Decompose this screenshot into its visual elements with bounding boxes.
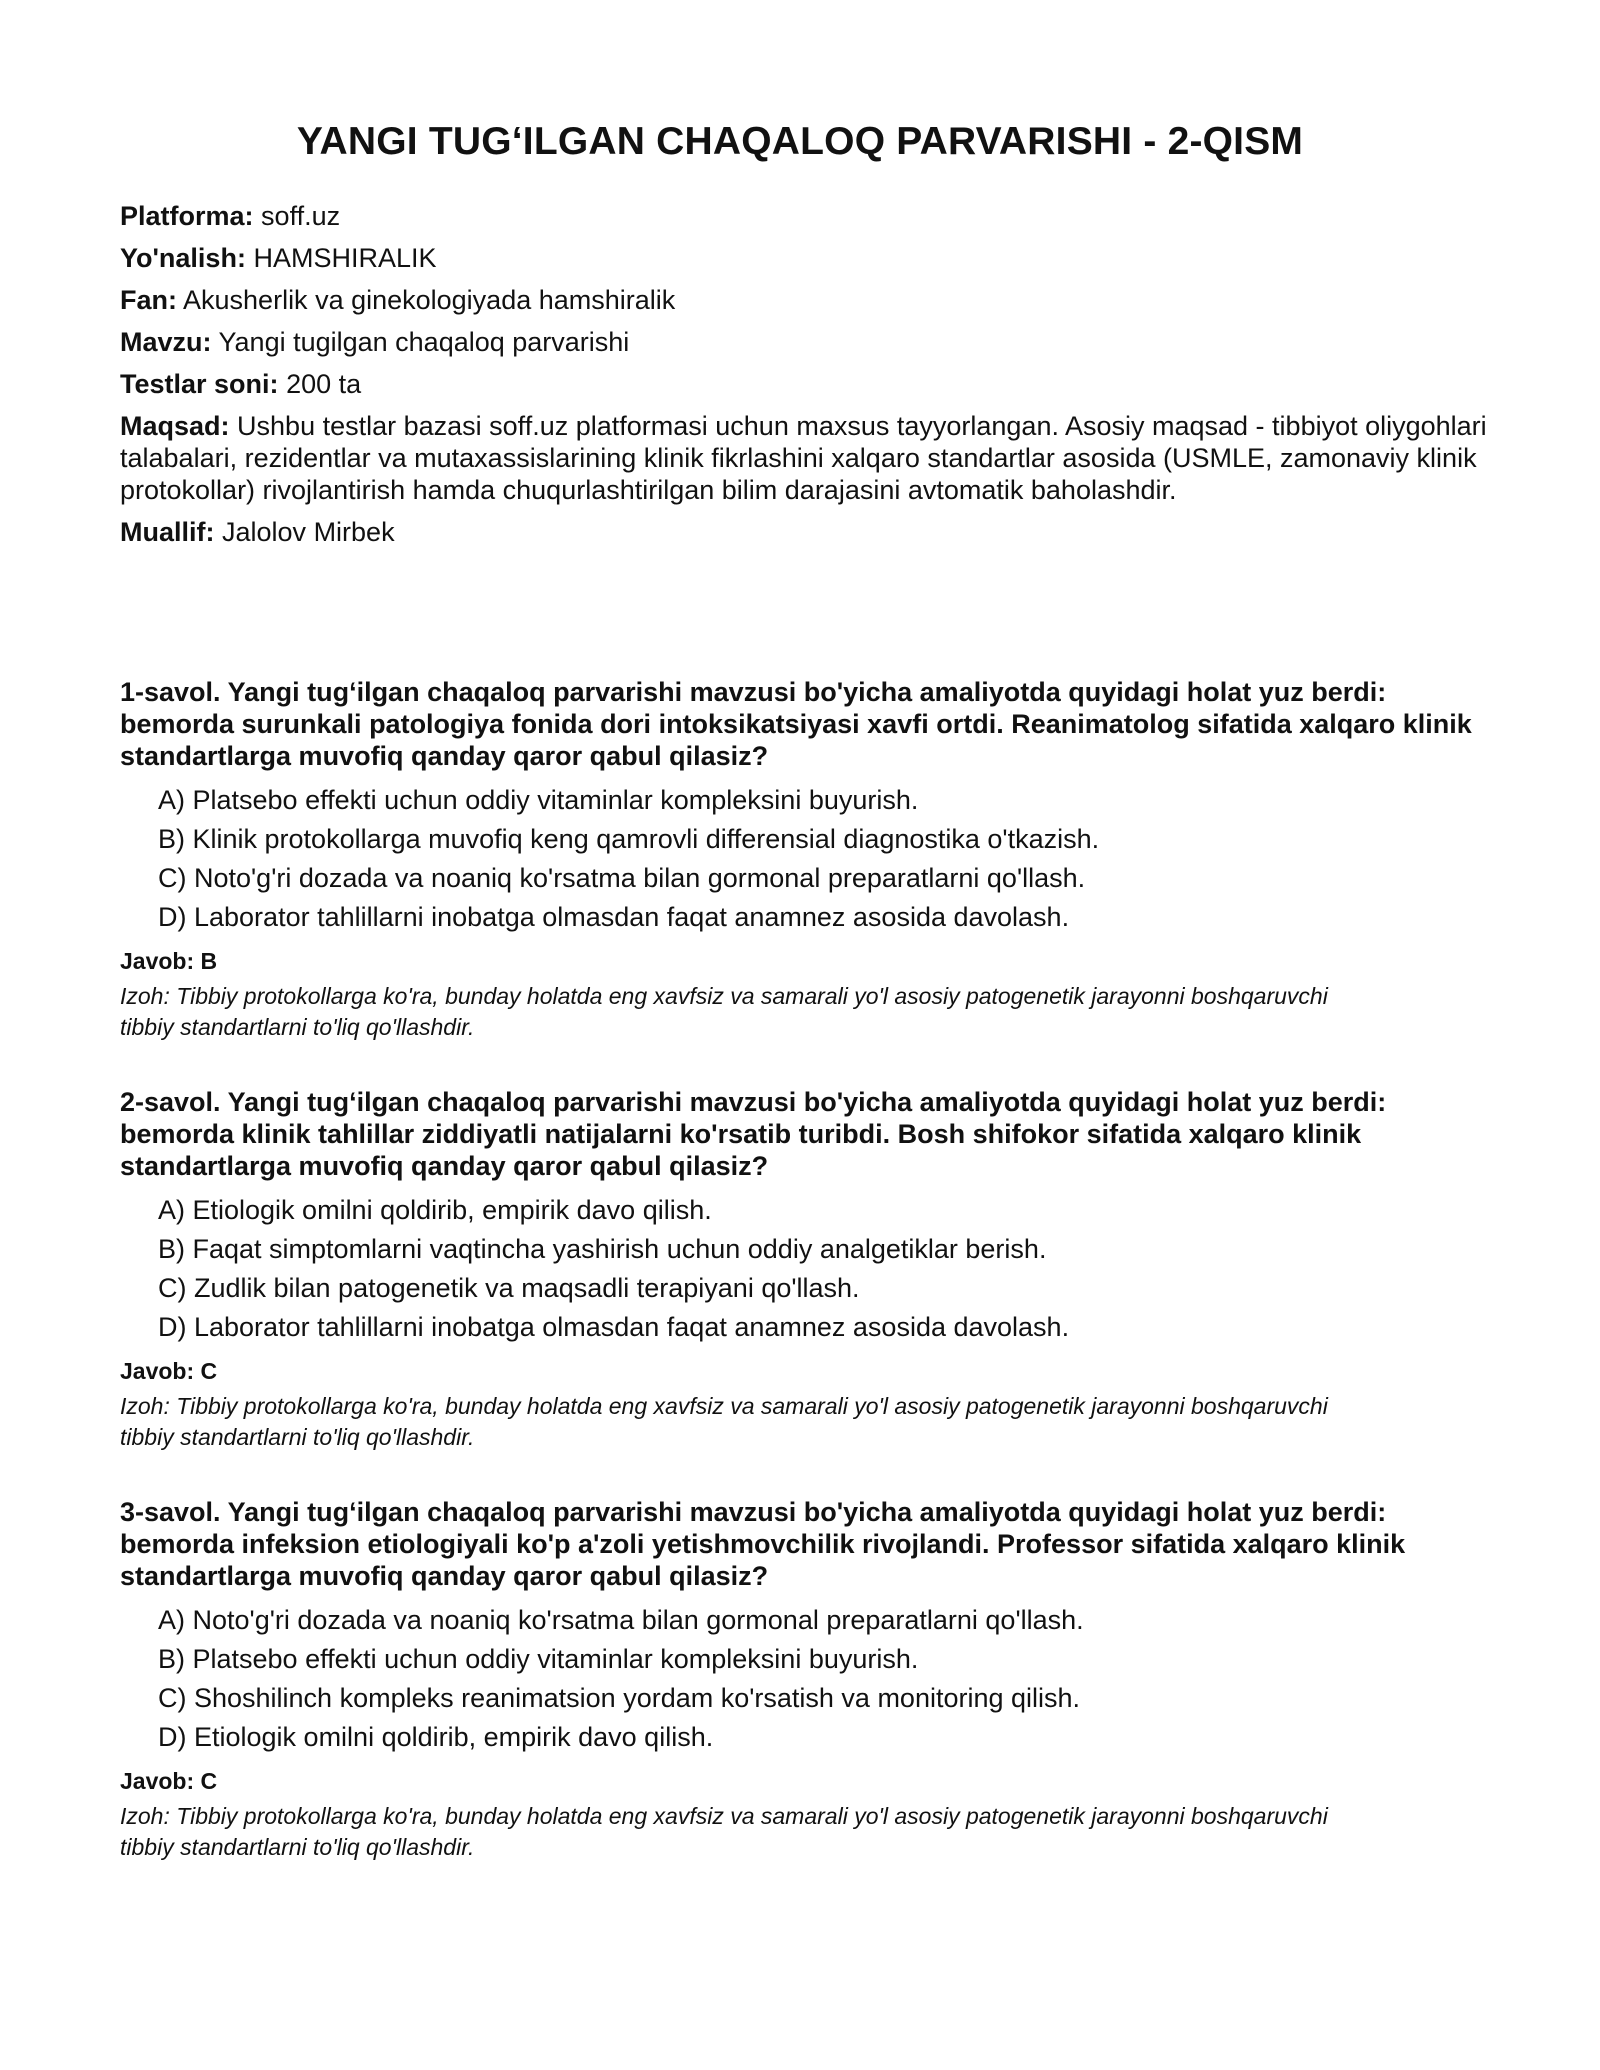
answer-option: B) Platsebo effekti uchun oddiy vitaminlar kompleksini buyurish. xyxy=(158,1644,919,1674)
meta-value: HAMSHIRALIK xyxy=(253,243,437,273)
answer-option: B) Faqat simptomlarni vaqtincha yashirish uchun oddiy analgetiklar berish. xyxy=(158,1234,1047,1264)
explanation-note: Izoh: Tibbiy protokollarga ko'ra, bunday holatda eng xavfsiz va samarali yo'l asosiy patogenetik jarayonni boshqaruvchi tibbiy standartlarni to'liq qo'llashdir. xyxy=(120,983,1328,1040)
document-title: YANGI TUG‘ILGAN CHAQALOQ PARVARISHI - 2-QISM xyxy=(296,120,1304,163)
meta-yonalish xyxy=(120,242,1490,274)
answer-option: A) Platsebo effekti uchun oddiy vitaminlar kompleksini buyurish. xyxy=(158,785,919,815)
explanation-note: Izoh: Tibbiy protokollarga ko'ra, bunday holatda eng xavfsiz va samarali yo'l asosiy patogenetik jarayonni boshqaruvchi tibbiy standartlarni to'liq qo'llashdir. xyxy=(120,1803,1328,1860)
correct-answer: Javob: B xyxy=(120,948,218,974)
meta-label: Yo'nalish: xyxy=(120,243,246,273)
answer-option: A) Etiologik omilni qoldirib, empirik davo qilish. xyxy=(158,1195,712,1225)
meta-muallif xyxy=(120,516,1490,548)
question-1 xyxy=(120,676,1490,1043)
metadata-block xyxy=(120,200,1490,558)
question-text: 2-savol. Yangi tug‘ilgan chaqaloq parvarishi mavzusi bo'yicha amaliyotda quyidagi holat yuz berdi: bemorda klinik tahlillar ziddiyatli natijalarni ko'rsatib turibdi. Bosh shifokor sifatida xalqaro klinik standartlarga muvofiq qanday qaror qabul qilasiz? xyxy=(120,1087,1387,1181)
answer-option: D) Laborator tahlillarni inobatga olmasdan faqat anamnez asosida davolash. xyxy=(158,1312,1070,1342)
meta-maqsad xyxy=(120,410,1490,506)
correct-answer: Javob: C xyxy=(120,1358,218,1384)
answer-option: C) Zudlik bilan patogenetik va maqsadli terapiyani qo'llash. xyxy=(158,1273,860,1303)
answer-option: C) Shoshilinch kompleks reanimatsion yordam ko'rsatish va monitoring qilish. xyxy=(158,1683,1081,1713)
meta-mavzu xyxy=(120,326,1490,358)
meta-value: Akusherlik va ginekologiyada hamshiralik xyxy=(183,285,676,315)
correct-answer: Javob: C xyxy=(120,1768,218,1794)
meta-label: Platforma: xyxy=(120,201,254,231)
question-text: 3-savol. Yangi tug‘ilgan chaqaloq parvarishi mavzusi bo'yicha amaliyotda quyidagi holat yuz berdi: bemorda infeksion etiologiyali ko'p a'zoli yetishmovchilik rivojlandi. Professor sifatida xalqaro klinik standartlarga muvofiq qanday qaror qabul qilasiz? xyxy=(120,1497,1406,1591)
meta-value: Jalolov Mirbek xyxy=(222,517,395,547)
meta-value: 200 ta xyxy=(286,369,362,399)
explanation-note: Izoh: Tibbiy protokollarga ko'ra, bunday holatda eng xavfsiz va samarali yo'l asosiy patogenetik jarayonni boshqaruvchi tibbiy standartlarni to'liq qo'llashdir. xyxy=(120,1393,1328,1450)
meta-platforma xyxy=(120,200,1490,232)
meta-label: Testlar soni: xyxy=(120,369,279,399)
question-text: 1-savol. Yangi tug‘ilgan chaqaloq parvarishi mavzusi bo'yicha amaliyotda quyidagi holat yuz berdi: bemorda surunkali patologiya fonida dori intoksikatsiyasi xavfi ortdi. Reanimatolog sifatida xalqaro klinik standartlarga muvofiq qanday qaror qabul qilasiz? xyxy=(120,677,1472,771)
answer-option: D) Etiologik omilni qoldirib, empirik davo qilish. xyxy=(158,1722,714,1752)
question-3 xyxy=(120,1496,1490,1863)
meta-label: Muallif: xyxy=(120,517,215,547)
answer-option: D) Laborator tahlillarni inobatga olmasdan faqat anamnez asosida davolash. xyxy=(158,902,1070,932)
meta-testlar-soni xyxy=(120,368,1490,400)
meta-label: Maqsad: xyxy=(120,411,230,441)
answer-option: A) Noto'g'ri dozada va noaniq ko'rsatma bilan gormonal preparatlarni qo'llash. xyxy=(158,1605,1084,1635)
meta-label: Mavzu: xyxy=(120,327,212,357)
meta-label: Fan: xyxy=(120,285,177,315)
meta-value: Ushbu testlar bazasi soff.uz platformasi uchun maxsus tayyorlangan. Asosiy maqsad - tibbiyot oliygohlari talabalari, rezidentlar va mutaxassislarining klinik fikrlashini xalqaro standartlar asosida (USMLE, zamonaviy klinik protokollar) rivojlantirish hamda chuqurlashtirilgan bilim darajasini avtomatik baholashdir. xyxy=(120,411,1487,505)
meta-value: soff.uz xyxy=(261,201,341,231)
answer-option: B) Klinik protokollarga muvofiq keng qamrovli differensial diagnostika o'tkazish. xyxy=(158,824,1100,854)
answer-option: C) Noto'g'ri dozada va noaniq ko'rsatma bilan gormonal preparatlarni qo'llash. xyxy=(158,863,1086,893)
meta-fan xyxy=(120,284,1490,316)
meta-value: Yangi tugilgan chaqaloq parvarishi xyxy=(218,327,630,357)
question-2 xyxy=(120,1086,1490,1453)
